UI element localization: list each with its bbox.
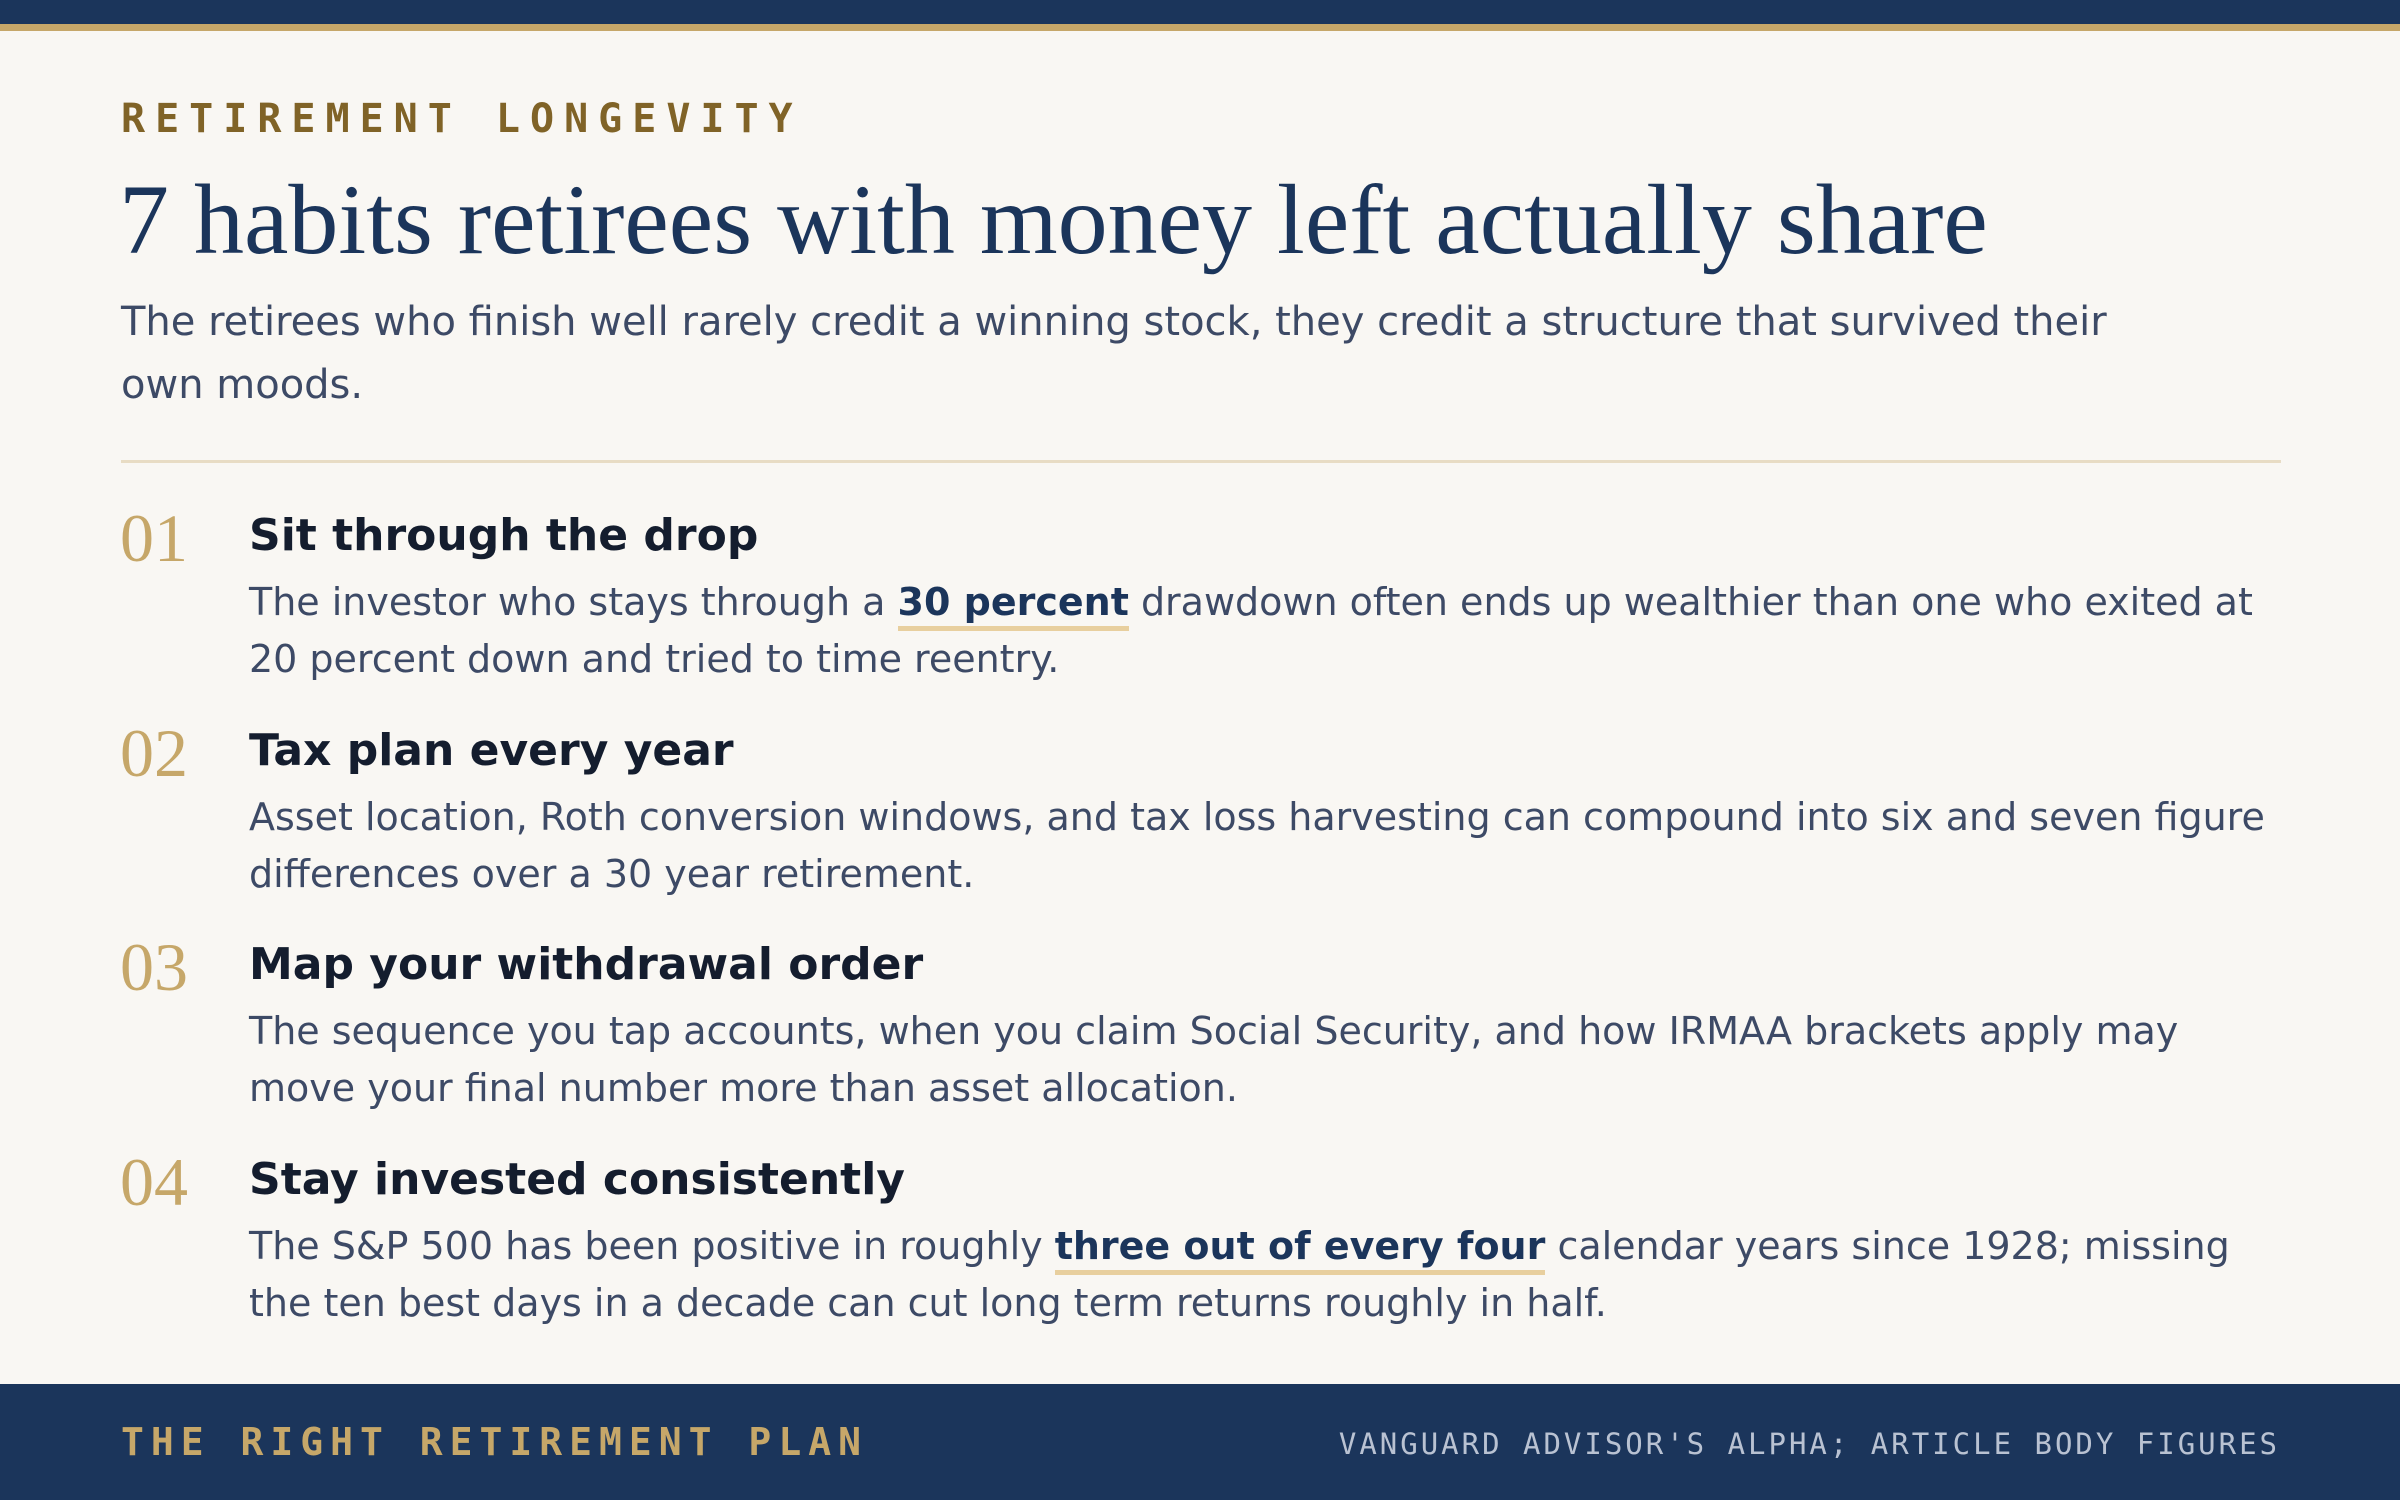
highlighted-figure: 30 percent (898, 580, 1129, 631)
habit-title: Tax plan every year (249, 725, 734, 776)
page-subtitle: The retirees who finish well rarely credit a winning stock, they credit a structure that survived their own moods. (121, 299, 2107, 408)
habit-body: The sequence you tap accounts, when you claim Social Security, and how IRMAA brackets apply may move your final number more than asset allocation. (249, 1009, 2179, 1110)
top-gold-line (0, 24, 2400, 31)
habit-title: Stay invested consistently (249, 1154, 905, 1205)
section-kicker: RETIREMENT LONGEVITY (121, 96, 803, 142)
header-divider (121, 460, 2281, 463)
habit-number: 04 (120, 1144, 188, 1220)
habit-number: 03 (120, 929, 188, 1005)
top-accent-bar (0, 0, 2400, 24)
footer-brand: THE RIGHT RETIREMENT PLAN (121, 1420, 868, 1464)
habit-title: Map your withdrawal order (249, 939, 924, 990)
footer-bar (0, 1384, 2400, 1500)
highlighted-figure: three out of every four (1055, 1224, 1546, 1275)
habit-body-text: The S&P 500 has been positive in roughly (249, 1224, 1055, 1268)
habit-title: Sit through the drop (249, 510, 759, 561)
habit-body (249, 1218, 2289, 1332)
habit-body-text: The investor who stays through a (249, 580, 898, 624)
habit-number: 01 (120, 500, 188, 576)
habit-body-text: drawdown often ends up wealthier than one who exited at 20 percent down and tried to time reentry. (249, 580, 2253, 681)
habit-body (249, 574, 2289, 688)
footer-source: VANGUARD ADVISOR'S ALPHA; ARTICLE BODY FIGURES (1338, 1427, 2280, 1461)
habit-number: 02 (120, 715, 188, 791)
habit-body: Asset location, Roth conversion windows, and tax loss harvesting can compound into six and seven figure differences over a 30 year retirement. (249, 795, 2265, 896)
page-title: 7 habits retirees with money left actually share (119, 164, 1988, 275)
habit-body-text: calendar years since 1928; missing the ten best days in a decade can cut long term returns roughly in half. (249, 1224, 2230, 1325)
